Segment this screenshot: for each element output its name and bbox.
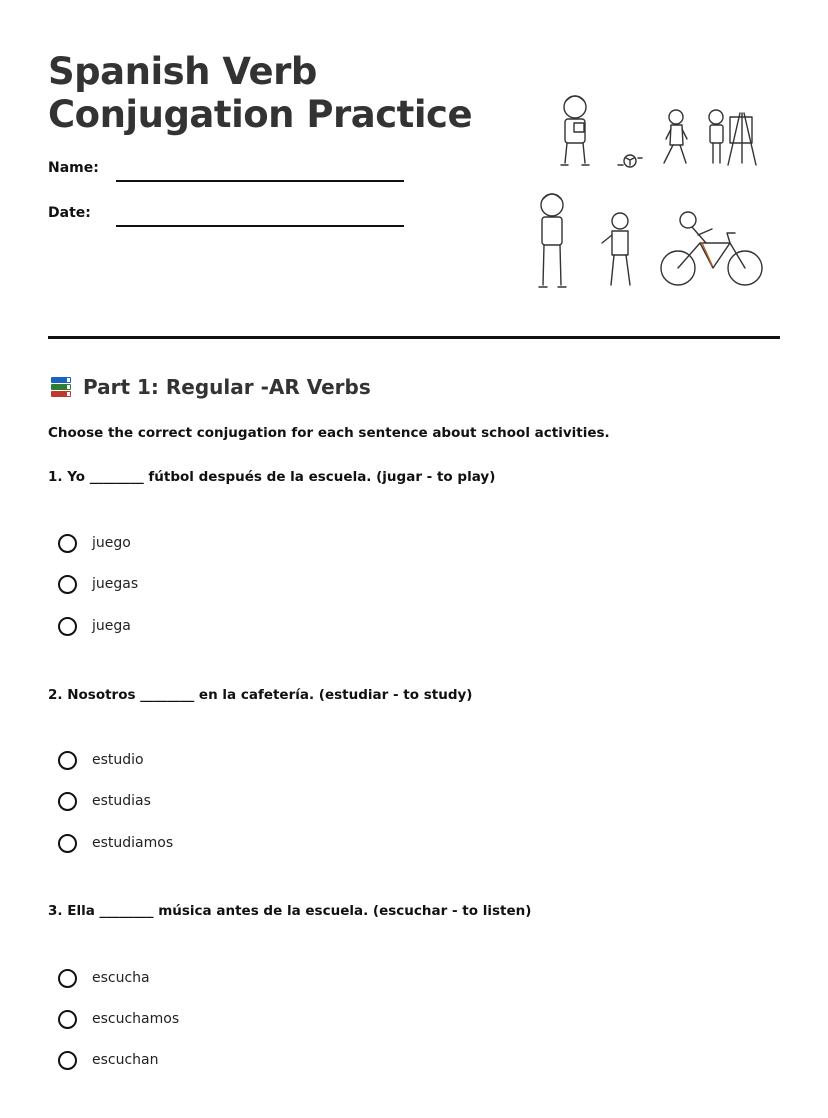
part-1-heading [48, 374, 371, 400]
radio-button[interactable] [58, 575, 77, 594]
radio-button[interactable] [58, 751, 77, 770]
option-label: juego [92, 535, 131, 551]
title-line-2: Conjugation Practice [48, 93, 473, 136]
name-field [48, 160, 408, 184]
part-1-heading-text: Part 1: Regular -AR Verbs [83, 375, 371, 399]
child-small-figure [602, 213, 630, 285]
option-label: estudiamos [92, 835, 174, 851]
radio-button[interactable] [58, 534, 77, 553]
option-label: escucha [92, 970, 150, 986]
name-label: Name: [48, 160, 99, 176]
question-1-option-2[interactable] [58, 572, 138, 596]
question-2-option-3[interactable] [58, 831, 173, 855]
child-standing-figure [539, 194, 566, 287]
option-label: estudio [92, 752, 144, 768]
question-3-option-3[interactable] [58, 1048, 159, 1072]
question-2: 2. Nosotros ________ en la cafetería. (estudiar - to study) [48, 687, 473, 703]
section-divider [48, 336, 780, 339]
date-field [48, 205, 408, 229]
option-label: escuchan [92, 1052, 159, 1068]
child-cycling-figure [661, 212, 762, 285]
date-label: Date: [48, 205, 91, 221]
date-input-line[interactable] [116, 225, 404, 227]
instructions: Choose the correct conjugation for each sentence about school activities. [48, 425, 610, 441]
child-walking-figure [664, 110, 687, 163]
question-2-option-1[interactable] [58, 748, 144, 772]
books-icon [48, 374, 74, 400]
soccer-ball-figure [618, 155, 642, 167]
radio-button[interactable] [58, 969, 77, 988]
question-3: 3. Ella ________ música antes de la escuela. (escuchar - to listen) [48, 903, 532, 919]
question-1-option-3[interactable] [58, 614, 131, 638]
option-label: juegas [92, 576, 139, 592]
question-1-option-1[interactable] [58, 531, 131, 555]
child-painting-figure [709, 110, 756, 165]
radio-button[interactable] [58, 1051, 77, 1070]
question-2-option-2[interactable] [58, 789, 151, 813]
question-1: 1. Yo ________ fútbol después de la escuela. (jugar - to play) [48, 469, 496, 485]
page-title [48, 50, 472, 136]
name-input-line[interactable] [116, 180, 404, 182]
title-line-1: Spanish Verb [48, 50, 317, 93]
radio-button[interactable] [58, 1010, 77, 1029]
radio-button[interactable] [58, 792, 77, 811]
question-3-option-2[interactable] [58, 1007, 179, 1031]
option-label: estudias [92, 793, 151, 809]
question-3-option-1[interactable] [58, 966, 150, 990]
child-reading-figure [561, 96, 589, 165]
children-activities-illustration [530, 85, 775, 300]
radio-button[interactable] [58, 834, 77, 853]
option-label: escuchamos [92, 1011, 180, 1027]
radio-button[interactable] [58, 617, 77, 636]
option-label: juega [92, 618, 131, 634]
